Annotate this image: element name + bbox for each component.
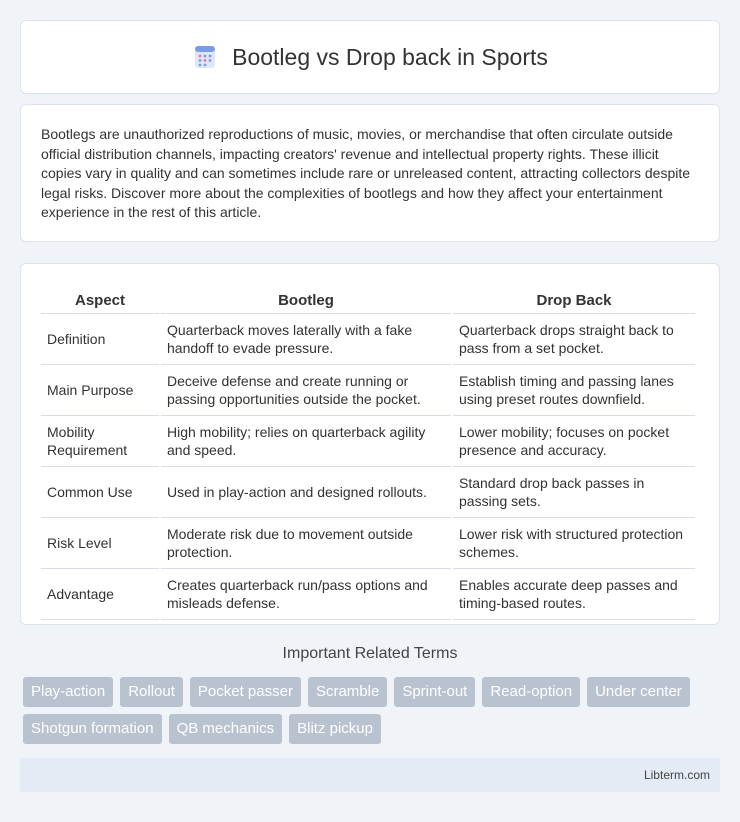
- row-drop-back: Standard drop back passes in passing sets.: [453, 467, 695, 518]
- row-bootleg: Deceive defense and create running or passing opportunities outside the pocket.: [161, 365, 451, 416]
- row-bootleg: Quarterback moves laterally with a fake handoff to evade pressure.: [161, 314, 451, 365]
- column-header-drop-back: Drop Back: [453, 284, 695, 314]
- table-row: [41, 365, 695, 416]
- table-header-row: [41, 284, 695, 314]
- related-term-tag[interactable]: Blitz pickup: [289, 714, 381, 744]
- title-card: [20, 20, 720, 94]
- row-bootleg: Creates quarterback run/pass options and misleads defense.: [161, 569, 451, 620]
- row-bootleg: Used in play-action and designed rollouts.: [161, 467, 451, 518]
- row-aspect: Main Purpose: [41, 365, 159, 416]
- row-aspect: Advantage: [41, 569, 159, 620]
- row-drop-back: Establish timing and passing lanes using preset routes downfield.: [453, 365, 695, 416]
- row-aspect: Definition: [41, 314, 159, 365]
- related-term-tag[interactable]: Shotgun formation: [23, 714, 162, 744]
- row-aspect: Mobility Requirement: [41, 416, 159, 467]
- row-drop-back: Lower risk with structured protection schemes.: [453, 518, 695, 569]
- column-header-aspect: Aspect: [41, 284, 159, 314]
- related-term-tag[interactable]: Sprint-out: [394, 677, 475, 707]
- footer: [20, 758, 720, 792]
- table-row: [41, 569, 695, 620]
- row-aspect: Risk Level: [41, 518, 159, 569]
- row-aspect: Common Use: [41, 467, 159, 518]
- related-term-tag[interactable]: Rollout: [120, 677, 183, 707]
- intro-text: Bootlegs are unauthorized reproductions of music, movies, or merchandise that often circulate outside official distribution channels, impacting creators' revenue and intellectual property rights. These illicit copies vary in quality and can sometimes include rare or unreleased content, attracting collectors despite legal risks. Discover more about the complexities of bootlegs and how they affect your entertainment experience in the rest of this article.: [41, 126, 691, 220]
- related-term-tag[interactable]: Read-option: [482, 677, 580, 707]
- comparison-table: [39, 284, 697, 620]
- intro-card: [20, 104, 720, 242]
- related-term-tag[interactable]: Pocket passer: [190, 677, 301, 707]
- row-drop-back: Quarterback drops straight back to pass from a set pocket.: [453, 314, 695, 365]
- table-row: [41, 416, 695, 467]
- related-terms-list: [23, 677, 723, 744]
- related-term-tag[interactable]: QB mechanics: [169, 714, 283, 744]
- row-drop-back: Lower mobility; focuses on pocket presence and accuracy.: [453, 416, 695, 467]
- related-terms-title: Important Related Terms: [282, 645, 458, 662]
- row-bootleg: Moderate risk due to movement outside protection.: [161, 518, 451, 569]
- row-bootleg: High mobility; relies on quarterback agility and speed.: [161, 416, 451, 467]
- table-row: [41, 518, 695, 569]
- related-term-tag[interactable]: Under center: [587, 677, 690, 707]
- table-row: [41, 467, 695, 518]
- column-header-bootleg: Bootleg: [161, 284, 451, 314]
- related-term-tag[interactable]: Play-action: [23, 677, 113, 707]
- footer-site-link[interactable]: Libterm.com: [643, 768, 710, 782]
- comparison-card: [20, 263, 720, 625]
- row-drop-back: Enables accurate deep passes and timing-based routes.: [453, 569, 695, 620]
- table-row: [41, 314, 695, 365]
- page-title: Bootleg vs Drop back in Sports: [232, 43, 548, 70]
- document-list-icon: [192, 44, 218, 70]
- related-term-tag[interactable]: Scramble: [308, 677, 387, 707]
